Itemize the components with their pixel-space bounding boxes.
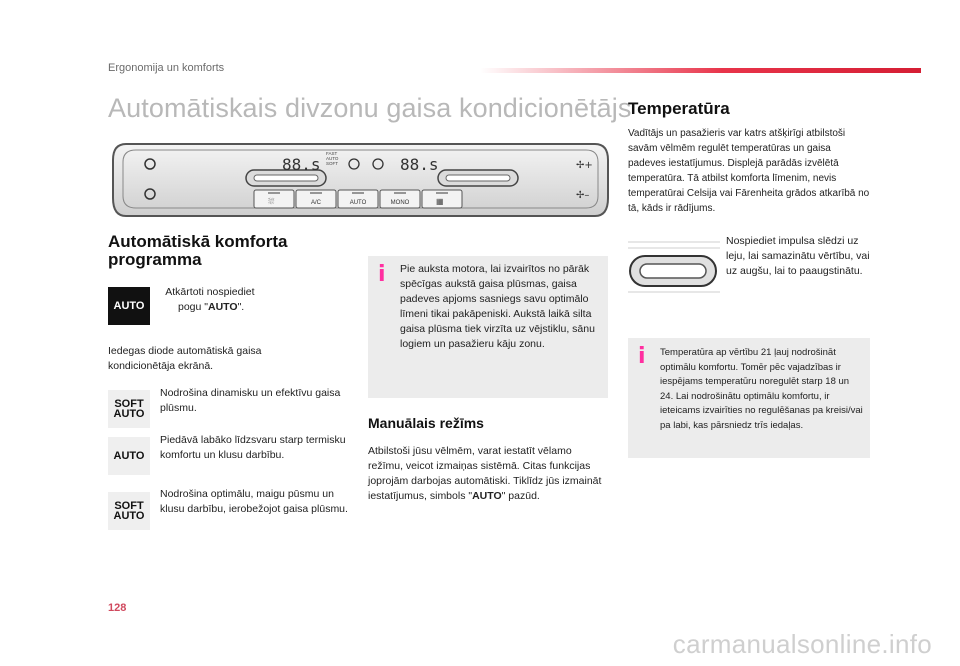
speed-label-fast: FAST bbox=[326, 151, 338, 156]
auto-button-icon bbox=[108, 287, 150, 325]
cold-engine-info-text: Pie auksta motora, lai izvairītos no pārāk spēcīgas aukstā gaisa plūsmas, gaisa padeves apjoms sasniegs savu optimālo līmeni tikai pakāpeniski. Aukstā laikā silta gaisa plūsma tiek virzīta uz vējstiklu, sānu logiem un pasažieru kāju zonu. bbox=[400, 263, 595, 350]
soft-auto-icon-3 bbox=[108, 492, 150, 530]
header-rule bbox=[480, 68, 921, 73]
auto-icon-2 bbox=[108, 437, 150, 475]
mode2-text: Piedāvā labāko līdzsvaru starp termisku komfortu un klusu darbību. bbox=[160, 434, 346, 461]
press-line2b: ". bbox=[237, 301, 245, 313]
temperature-text: Vadītājs un pasažieris var katrs atšķirīgi atbilstoši savām vēlmēm regulēt temperatūras un gaisa padeves iestatījumus. Displejā parādās izvēlētā temperatūra. Tā atbilst komforta līmenim, nevis temperatūrai Celsija vai Fārenheita grādos atkarībā no tā, kāds ir rādījums. bbox=[628, 128, 870, 214]
info-icon: i bbox=[378, 262, 386, 287]
temperature-info-box bbox=[628, 338, 870, 458]
info-icon-2: i bbox=[638, 344, 646, 369]
mode1-text: Nodrošina dinamisku un efektīvu gaisa plūsmu. bbox=[160, 387, 341, 414]
ac-button-label: A/C bbox=[310, 200, 322, 206]
watermark: carmanualsonline.info bbox=[672, 629, 932, 659]
speed-label-soft: SOFT bbox=[326, 161, 338, 166]
page-number: 128 bbox=[108, 602, 127, 614]
page-title: Automātiskais divzonu gaisa kondicionētājs bbox=[108, 93, 632, 123]
temperature-instruction bbox=[726, 234, 876, 279]
right-temp-display: 88.s bbox=[400, 155, 439, 174]
auto-heading-line1: Automātiskā komforta bbox=[108, 232, 288, 251]
press-line2-bold: AUTO bbox=[208, 301, 238, 313]
auto-press-instruction bbox=[160, 285, 255, 315]
fan-minus-icon: ✢– bbox=[576, 190, 590, 201]
mono-button-label: MONO bbox=[390, 200, 410, 206]
temperature-instruction-text: Nospiediet impulsa slēdzi uz leju, lai samazinātu vērtību, vai uz augšu, lai to paaugstinātu. bbox=[726, 235, 870, 277]
auto-button-label: AUTO bbox=[349, 200, 367, 206]
manual-text-bold: AUTO bbox=[472, 490, 502, 502]
section-label: Ergonomija un komforts bbox=[108, 62, 225, 74]
diode-text: Iedegas diode automātiskā gaisa kondicionētāja ekrānā. bbox=[108, 345, 262, 372]
auto-icon-label: AUTO bbox=[113, 300, 145, 312]
fan-plus-icon: ✢+ bbox=[576, 160, 593, 171]
mode2-icon-label: AUTO bbox=[113, 450, 145, 462]
mode3-text: Nodrošina optimālu, maigu pūsmu un klusu darbību, ierobežojot gaisa plūsmu. bbox=[160, 488, 348, 515]
soft-auto-icon-1 bbox=[108, 390, 150, 428]
mode3-icon-bottom: AUTO bbox=[113, 510, 145, 522]
climate-panel-illustration bbox=[108, 140, 613, 220]
press-line1: Atkārtoti nospiediet bbox=[165, 286, 255, 298]
mode3-icon-top: SOFT bbox=[114, 500, 144, 512]
rear-defrost-icon: ▦ bbox=[436, 197, 444, 206]
manual-heading: Manuālais režīms bbox=[368, 415, 484, 431]
manual-text bbox=[368, 444, 608, 504]
manual-text-b: " pazūd. bbox=[501, 490, 540, 502]
temperature-toggle-illustration bbox=[628, 238, 720, 294]
left-temp-display: 88.s bbox=[282, 155, 321, 174]
auto-heading-line2: programma bbox=[108, 250, 202, 269]
auto-section-heading bbox=[108, 233, 287, 269]
mode1-icon-bottom: AUTO bbox=[113, 408, 145, 420]
cold-engine-info-box bbox=[368, 256, 608, 398]
temperature-info-text: Temperatūra ap vērtību 21 ļauj nodrošināt optimālu komfortu. Tomēr pēc vajadzības ir iespējams temperatūru noregulēt starp 18 un 24. Lai nodrošinātu optimālu komfortu, ir ieteicams izvairīties no regulēšanas pa kreisi/vai pa labi, kas pārsniedz trīs iedaļas. bbox=[660, 347, 863, 431]
mode1-icon-top: SOFT bbox=[114, 398, 144, 410]
front-defrost-icon: ⛆ bbox=[268, 197, 275, 206]
speed-label-auto: AUTO bbox=[326, 156, 339, 161]
temperature-heading: Temperatūra bbox=[628, 99, 730, 118]
manual-text-a: Atbilstoši jūsu vēlmēm, varat iestatīt vēlamo režīmu, veicot izmaiņas sistēmā. Citas funkcijas joprojām darbojas automātiski. Tiklīdz jūs izmaināt iestatījumus, simbols " bbox=[368, 445, 602, 502]
press-line2a: pogu " bbox=[178, 301, 209, 313]
